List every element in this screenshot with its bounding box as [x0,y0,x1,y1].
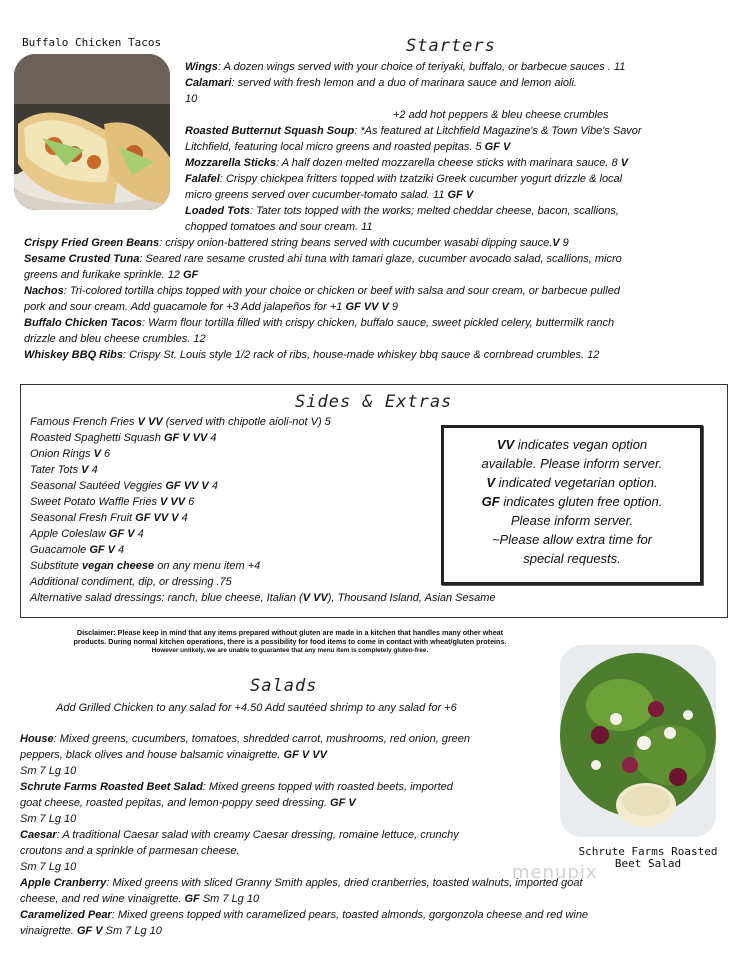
notice-line: special requests. [523,551,621,566]
menu-item-mozzarella-sticks: Mozzarella Sticks: A half dozen melted mozzarella cheese sticks with marinara sauce. 8 V [185,157,629,169]
menupix-watermark: menupix [512,862,598,883]
notice-line: ~Please allow extra time for [491,532,653,547]
tacos-photo-caption: Buffalo Chicken Tacos [22,36,162,49]
menu-item-whiskey-ribs: Whiskey BBQ Ribs: Crispy St. Louis style 1/2 rack of ribs, house-made whiskey bbq sauce & cornbread crumbles. 12 [24,349,600,361]
salad-house-price: Sm 7 Lg 10 [20,765,77,777]
menu-item-sesame-tuna-cont: greens and furikake sprinkle. 12 GF [24,269,199,281]
menu-item-loaded-tots-cont: chopped tomatoes and sour cream. 11 [185,221,373,233]
salad-beet: Schrute Farms Roasted Beet Salad: Mixed greens topped with roasted beets, imported [20,781,453,793]
salad-caesar-price: Sm 7 Lg 10 [20,861,77,873]
caption-line: Beet Salad [614,857,682,870]
salad-beet-cont: goat cheese, roasted pepitas, and lemon-poppy seed dressing. GF V [20,797,356,809]
side-item: Additional condiment, dip, or dressing .75 [30,576,232,588]
menu-item-calamari: Calamari: served with fresh lemon and a duo of marinara sauce and lemon aioli. [185,77,577,89]
side-item: Alternative salad dressings: ranch, blue cheese, Italian (V VV), Thousand Island, Asian Sesame [30,592,496,604]
starters-list [0,59,744,369]
side-item: Tater Tots V 4 [30,464,98,476]
side-item: Seasonal Fresh Fruit GF VV V 4 [30,512,188,524]
notice-line: VV indicates vegan option [496,437,648,452]
side-item: Onion Rings V 6 [30,448,111,460]
menu-item-buffalo-tacos: Buffalo Chicken Tacos: Warm flour tortilla filled with crispy chicken, buffalo sauce, sweet pickled celery, buttermilk ranch [24,317,615,329]
salad-caramelized-pear: Caramelized Pear: Mixed greens topped with caramelized pears, toasted almonds, gorgonzola cheese and red wine [20,909,589,921]
menu-item-calamari-addon: +2 add hot peppers & bleu cheese crumbles [393,109,609,121]
salad-caramelized-pear-cont: vinaigrette. GF V Sm 7 Lg 10 [20,925,162,937]
notice-line: V indicated vegetarian option. [486,475,658,490]
salad-house-cont: peppers, black olives and house balsamic vinaigrette. GF V VV [20,749,327,761]
salads-title: Salads [250,676,318,696]
salad-beet-price: Sm 7 Lg 10 [20,813,77,825]
menu-item-nachos: Nachos: Tri-colored tortilla chips topped with your choice or chicken or beef with salsa and sour cream, or barbecue pulled [24,285,620,297]
menu-item-loaded-tots: Loaded Tots: Tater tots topped with the works; melted cheddar cheese, bacon, scallions, [185,205,619,217]
menu-item-wings: Wings: A dozen wings served with your choice of teriyaki, buffalo, or barbecue sauces . 11 [185,61,626,73]
salad-caesar-cont: croutons and a sprinkle of parmesan cheese. [20,845,240,857]
side-item: Roasted Spaghetti Squash GF V VV 4 [30,432,217,444]
dietary-notice-box [441,425,703,585]
side-item: Sweet Potato Waffle Fries V VV 6 [30,496,195,508]
notice-line: available. Please inform server. [481,456,663,471]
side-item: Famous French Fries V VV (served with chipotle aioli-not V) 5 [30,416,331,428]
salad-house: House: Mixed greens, cucumbers, tomatoes, shredded carrot, mushrooms, red onion, green [20,733,470,745]
gluten-disclaimer [0,628,580,655]
side-item: Guacamole GF V 4 [30,544,125,556]
side-item: Seasonal Sautéed Veggies GF VV V 4 [30,480,218,492]
notice-line: GF indicates gluten free option. [481,494,663,509]
side-item: Substitute vegan cheese on any menu item +4 [30,560,261,572]
menu-item-nachos-cont: pork and sour cream. Add guacamole for +3 Add jalapeños for +1 GF VV V 9 [24,301,399,313]
disclaimer-line: Disclaimer: Please keep in mind that any items prepared without gluten are made in a kitchen that handles many other wheat [76,628,504,637]
side-item: Apple Coleslaw GF V 4 [30,528,144,540]
menu-item-green-beans: Crispy Fried Green Beans: crispy onion-battered string beans served with cucumber wasabi dipping sauce.V 9 [24,237,569,249]
salads-list [0,731,744,946]
caption-line: Schrute Farms Roasted [578,845,718,858]
menu-item-butternut-soup: Roasted Butternut Squash Soup: *As featured at Litchfield Magazine's & Town Vibe's Savor [185,125,642,137]
disclaimer-line: products. During normal kitchen operations, there is a possibility for food items to come in contact with wheat/gluten proteins. [73,637,507,646]
menu-item-butternut-soup-cont: Litchfield, featuring local micro greens and roasted pepitas. 5 GF V [185,141,511,153]
disclaimer-line: However unlikely, we are unable to guarantee that any menu item is completely gluten-free. [151,647,429,654]
starters-title: Starters [406,36,496,56]
salad-apple-cranberry: Apple Cranberry: Mixed greens with sliced Granny Smith apples, dried cranberries, toasted walnuts, imported goat [20,877,583,889]
menu-item-calamari-price: 10 [185,93,198,105]
salad-caesar: Caesar: A traditional Caesar salad with creamy Caesar dressing, romaine lettuce, crunchy [20,829,459,841]
menu-item-buffalo-tacos-cont: drizzle and bleu cheese crumbles. 12 [24,333,206,345]
sides-title: Sides & Extras [295,392,453,412]
menu-item-sesame-tuna: Sesame Crusted Tuna: Seared rare sesame crusted ahi tuna with tamari glaze, cucumber avocado salad, scallions, micro [24,253,622,265]
menu-item-falafel: Falafel: Crispy chickpea fritters topped with tzatziki Greek cucumber yogurt drizzle & local [185,173,623,185]
salad-apple-cranberry-cont: cheese, and red wine vinaigrette. GF Sm 7 Lg 10 [20,893,260,905]
salads-addon-note: Add Grilled Chicken to any salad for +4.50 Add sautéed shrimp to any salad for +6 [56,702,457,714]
menu-item-falafel-cont: micro greens served over cucumber-tomato salad. 11 GF V [185,189,474,201]
notice-line: Please inform server. [510,513,634,528]
